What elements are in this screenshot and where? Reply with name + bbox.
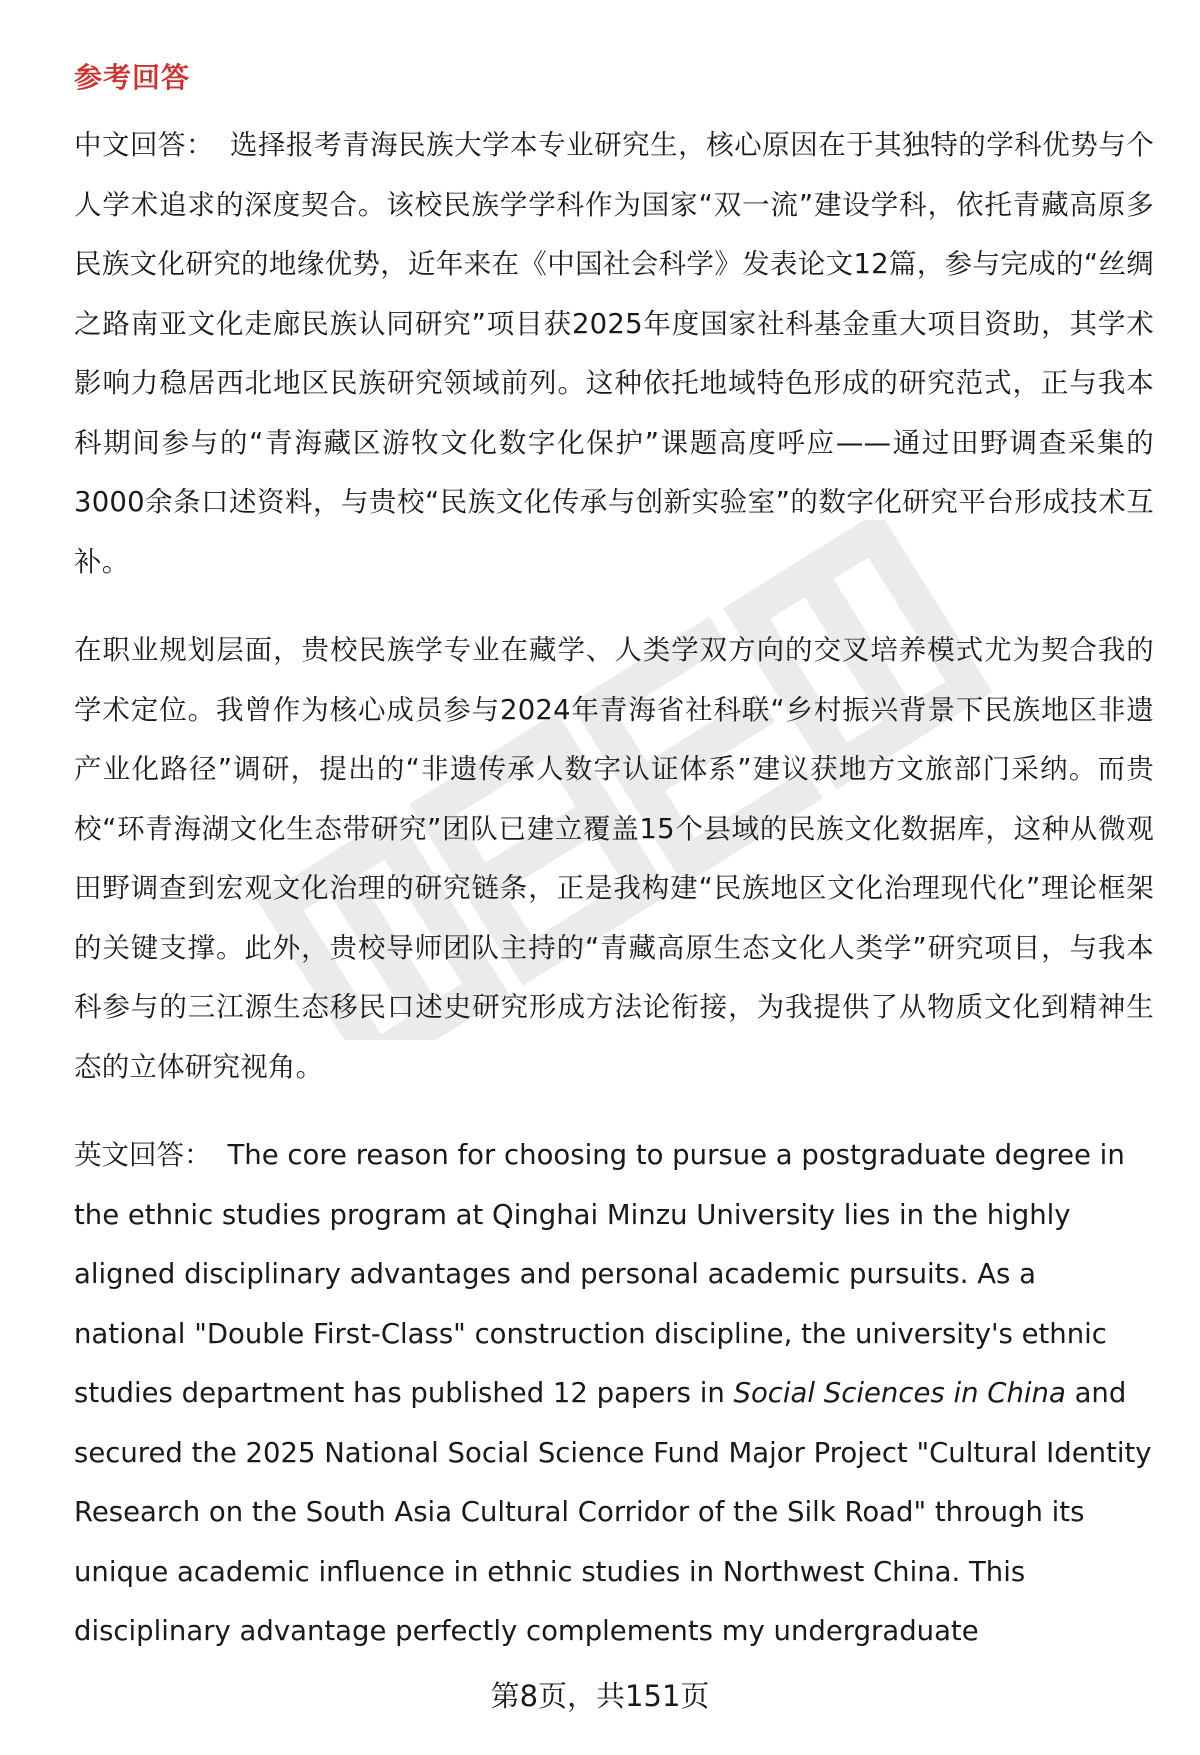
chinese-answer-paragraph — [74, 116, 1154, 592]
career-planning-text: 在职业规划层面，贵校民族学专业在藏学、人类学双方向的交叉培养模式尤为契合我的学术定位。我曾作为核心成员参与2024年青海省社科联“乡村振兴背景下民族地区非遗产业化路径”调研，提出的“非遗传承人数字认证体系”建议获地方文旅部门采纳。而贵校“环青海湖文化生态带研究”团队已建立覆盖15个县域的民族文化数据库，这种从微观田野调查到宏观文化治理的研究链条，正是我构建“民族地区文化治理现代化”理论框架的关键支撑。此外，贵校导师团队主持的“青藏高原生态文化人类学”研究项目，与我本科参与的三江源生态移民口述史研究形成方法论衔接，为我提供了从物质文化到精神生态的立体研究视角。 — [74, 634, 1154, 1083]
english-answer-text-start: The core reason for choosing to pursue a postgraduate degree in the ethnic studies program at Qinghai Minzu University lies in the highly aligned disciplinary advantages and personal academic pursuits. As a national "Double First-Class" construction discipline, the university's ethnic studies department has published 12 papers in — [74, 1139, 1125, 1409]
document-body — [74, 58, 1154, 1662]
page-number-footer: 第8页，共151页 — [490, 1679, 710, 1713]
chinese-answer-text: 选择报考青海民族大学本专业研究生，核心原因在于其独特的学科优势与个人学术追求的深度契合。该校民族学学科作为国家“双一流”建设学科，依托青藏高原多民族文化研究的地缘优势，近年来在《中国社会科学》发表论文12篇，参与完成的“丝绸之路南亚文化走廊民族认同研究”项目获2025年度国家社科基金重大项目资助，其学术影响力稳居西北地区民族研究领域前列。这种依托地域特色形成的研究范式，正与我本科期间参与的“青海藏区游牧文化数字化保护”课题高度呼应——通过田野调查采集的3000余条口述资料，与贵校“民族文化传承与创新实验室”的数字化研究平台形成技术互补。 — [74, 129, 1154, 578]
journal-title: Social Sciences in China — [733, 1377, 1066, 1409]
chinese-answer-label: 中文回答： — [74, 129, 215, 161]
career-planning-paragraph — [74, 621, 1154, 1097]
section-heading: 参考回答 — [74, 61, 191, 94]
english-answer-paragraph — [74, 1126, 1154, 1662]
english-answer-text-end: and secured the 2025 National Social Science Fund Major Project "Cultural Identity Research on the South Asia Cultural Corridor of the Silk Road" through its unique academic influence in ethnic studies in Northwest China. This disciplinary advantage perfectly complements my undergraduate — [74, 1377, 1152, 1647]
english-answer-label: 英文回答： — [74, 1139, 212, 1171]
